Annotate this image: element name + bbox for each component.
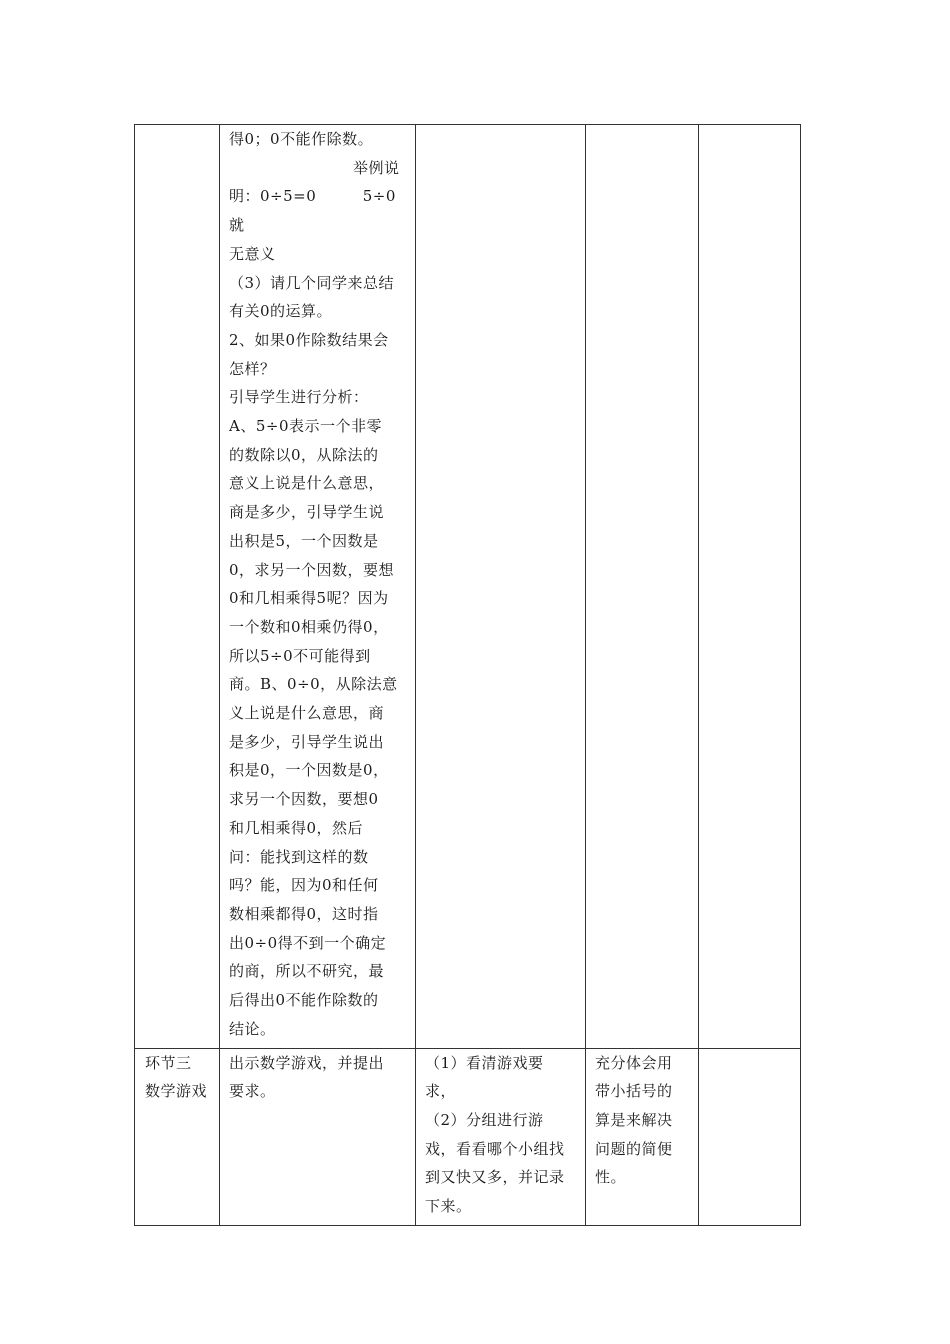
notes-cell [699,1048,801,1225]
teacher-activity-text: 出示数学游戏，并提出 要求。 [229,1053,385,1101]
table-row [135,1048,801,1225]
design-intent-cell [586,125,699,1049]
stage-cell [135,1048,220,1225]
student-activity-text: （1）看清游戏要 求， （2）分组进行游 戏，看看哪个小组找 到又快又多，并记录 下来。 [425,1053,565,1216]
notes-text [699,1049,800,1053]
design-intent-text [586,125,698,129]
design-intent-cell [586,1048,699,1225]
teacher-activity-cell [220,125,416,1049]
student-activity-cell [416,125,586,1049]
lesson-plan-table [134,124,801,1226]
stage-text [135,125,219,129]
table-row [135,125,801,1049]
teacher-activity-cell [220,1048,416,1225]
stage-text: 环节三 数学游戏 [145,1053,208,1101]
design-intent-text: 充分体会用 带小括号的 算是来解决 问题的简便 性。 [595,1053,673,1187]
teacher-activity-text: 得0；0不能作除数。 举例说 明：0÷5=0 5÷0就 无意义 （3）请几个同学来总结 有关0的运算。 2、如果0作除数结果会 怎样？ 引导学生进行分析： A、5÷0表示一个非零 的数除以0，从除法的 意义上说是什么意思， 商是多少，引导学生说 出积是5，一个因数是 0，求另一个因数，要想 0和几相乘得5呢？因为 一个数和0相乘仍得0， 所以5÷0不可能得到 商。B、0÷0，从除法意 义上说是什么意思，商 是多少，引导学生说出 积是0，一个因数是0， 求另一个因数，要想0 和几相乘得0，然后 问：能找到这样的数 吗？能，因为0和任何 数相乘都得0，这时指 出0÷0得不到一个确定 的商，所以不研究，最 后得出0不能作除数的 结论。 [229,130,400,1038]
student-activity-text [416,125,585,129]
stage-cell [135,125,220,1049]
notes-text [699,125,800,129]
student-activity-cell [416,1048,586,1225]
notes-cell [699,125,801,1049]
